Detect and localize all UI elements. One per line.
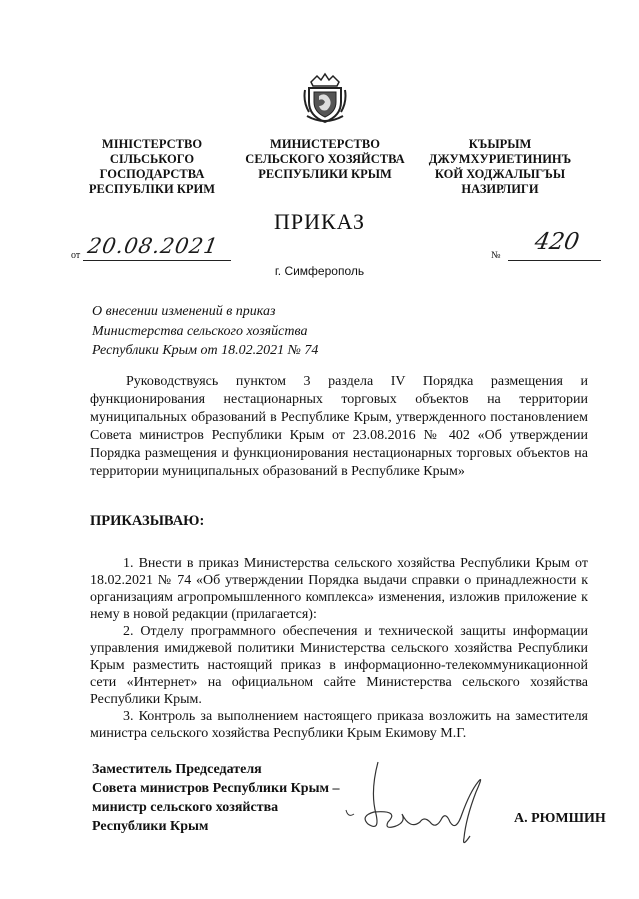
subject-line: Министерства сельского хозяйства	[92, 323, 308, 339]
ministry-name-crimean-tatar	[423, 137, 577, 197]
document-title: ПРИКАЗ	[273, 209, 366, 234]
signer-position-line: Республики Крым	[92, 819, 209, 834]
signer-name: А. РЮМШИН	[514, 811, 606, 826]
ministry-ru-line: СЕЛЬСКОГО ХОЗЯЙСТВА	[245, 152, 405, 166]
number-label: №	[491, 250, 501, 261]
ministry-ru-line: РЕСПУБЛИКИ КРЫМ	[258, 167, 392, 181]
ministry-uk-line: ГОСПОДАРСТВА	[99, 167, 205, 181]
signer-position-line: Совета министров Республики Крым –	[92, 781, 340, 796]
ministry-crh-line: НАЗИРЛИГИ	[461, 182, 539, 196]
order-item: 3. Контроль за выполнением настоящего приказа возложить на заместителя министра сельского хозяйства Республики Крым Екимову М.Г.	[90, 709, 588, 741]
ministry-name-russian	[238, 137, 412, 182]
ministry-uk-line: РЕСПУБЛІКИ КРИМ	[88, 182, 216, 196]
ministry-uk-line: МІНІСТЕРСТВО	[101, 137, 203, 151]
order-heading: ПРИКАЗЫВАЮ:	[90, 513, 205, 529]
order-item: 1. Внести в приказ Министерства сельского хозяйства Республики Крым от 18.02.2021 № 74 «Об утверждении Порядка выдачи справки о принадлежности к организациям агропромышленного комплекса» изменения, изложив приложение к нему в новой редакции (прилагается):	[90, 556, 588, 622]
handwritten-number: 420	[532, 229, 582, 255]
order-item: 2. Отделу программного обеспечения и технической защиты информации управления имиджевой политики Министерства сельского хозяйства Республики Крым разместить настоящий приказ в информационно-телекоммуникационной сети «Интернет» на официальном сайте Министерства сельского хозяйства Республики Крым.	[90, 624, 588, 707]
signer-position-line: Заместитель Председателя	[92, 762, 262, 777]
number-underline	[508, 260, 601, 261]
crimea-coat-of-arms-icon	[303, 72, 347, 124]
city: г. Симферополь	[274, 264, 365, 278]
subject-line: О внесении изменений в приказ	[92, 304, 276, 319]
date-label: от	[71, 250, 81, 261]
date-underline	[83, 260, 231, 261]
ministry-crh-line: КЪЫРЫМ	[468, 137, 532, 151]
order-items	[90, 555, 588, 742]
handwritten-signature	[340, 752, 510, 852]
ministry-ru-line: МИНИСТЕРСТВО	[270, 137, 380, 151]
handwritten-date: 20.08.2021	[85, 234, 221, 258]
subject-line: Республики Крым от 18.02.2021 № 74	[92, 343, 319, 358]
ministry-name-ukrainian	[78, 137, 226, 197]
ministry-crh-line: КОЙ ХОДЖАЛЫГЪЫ	[434, 167, 566, 181]
order-subject	[92, 302, 318, 361]
ministry-crh-line: ДЖУМХУРИЕТИНИНЪ	[428, 152, 572, 166]
preamble-paragraph: Руководствуясь пунктом 3 раздела IV Порядка размещения и функционирования нестационарных торговых объектов на территории муниципальных образований в Республике Крым, утвержденного постановлением Совета министров Республики Крым от 23.08.2016 № 402 «Об утверждении Порядка размещения и функционирования нестационарных торговых объектов на территории муниципальных образований в Республике Крым»	[90, 374, 588, 479]
signer-position	[92, 760, 340, 836]
signer-position-line: министр сельского хозяйства	[92, 800, 279, 815]
ministry-uk-line: СІЛЬСЬКОГО	[109, 152, 195, 166]
